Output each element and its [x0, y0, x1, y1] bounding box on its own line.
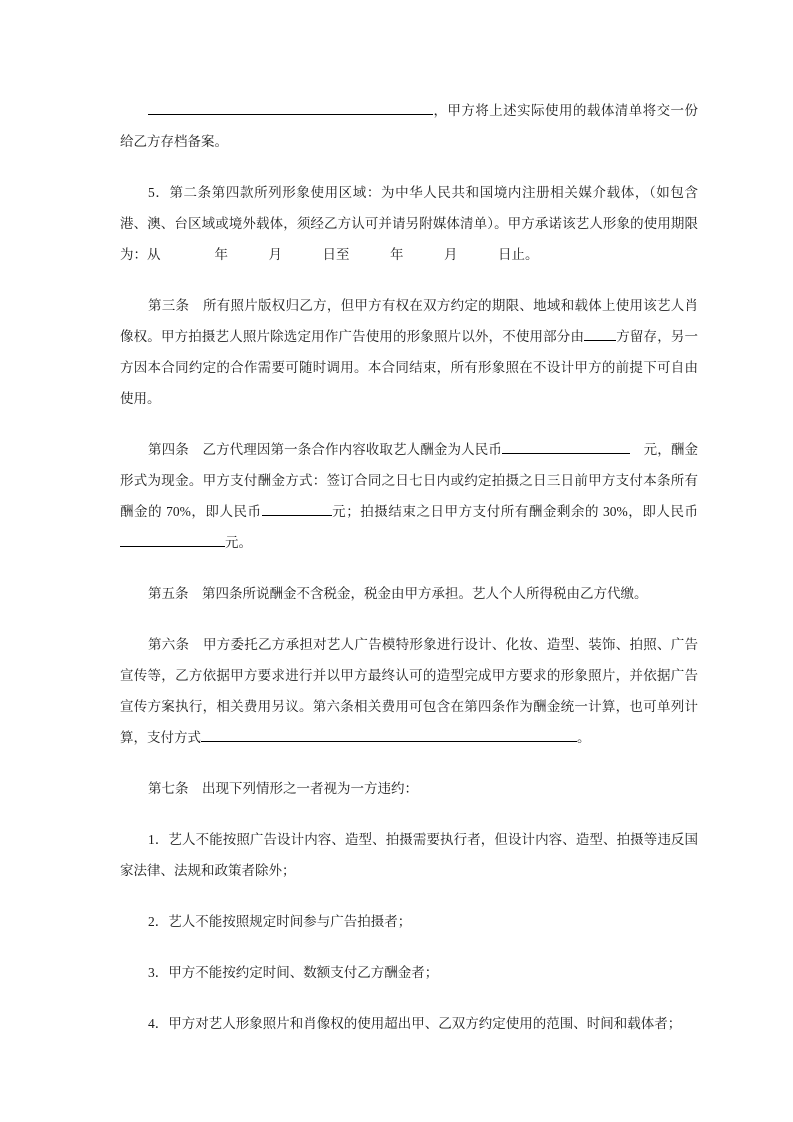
violation-item-2-text: 2．艺人不能按照规定时间参与广告拍摄者；	[148, 914, 412, 929]
clause-5-paragraph	[120, 578, 698, 609]
clause-4-paragraph	[120, 434, 698, 558]
violation-item-4	[120, 1008, 698, 1039]
fill-in-blank-70-percent-fee	[262, 502, 332, 516]
clause-6-text-after-blank: 。	[577, 730, 591, 745]
contract-body	[120, 95, 698, 1039]
fill-in-blank-30-percent-fee	[120, 533, 225, 547]
clause-4-text-2: 元，酬金形式为现金。甲方支付酬金方式：签订合同之日七日内或约定拍摄之日三日前甲方支付本条所有酬金的 70%，即人民币	[120, 442, 699, 519]
fill-in-blank-total-fee	[502, 440, 630, 454]
clause-7-paragraph	[120, 773, 698, 804]
clause-3-text-before-blank: 第三条 所有照片版权归乙方，但甲方有权在双方约定的期限、地域和载体上使用该艺人肖像权。甲方拍摄艺人照片除选定用作广告使用的形象照片以外，不使用部分由	[120, 298, 698, 344]
clause-3-text-after-blank: 方留存，另一方因本合同约定的合作需要可随时调用。本合同结束，所有形象照在不设计甲方的前提下可自由使用。	[120, 329, 699, 406]
violation-item-1	[120, 824, 698, 886]
fill-in-blank-party-keeper	[584, 327, 616, 341]
violation-item-2	[120, 906, 698, 937]
fill-in-blank-payment-method	[201, 728, 577, 742]
violation-item-3	[120, 957, 698, 988]
clause-7-text: 第七条 出现下列情形之一者视为一方违约：	[148, 781, 418, 796]
clause-continuation-paragraph	[120, 95, 698, 157]
fill-in-blank-media-list	[148, 101, 433, 115]
violation-item-4-text: 4．甲方对艺人形象照片和肖像权的使用超出甲、乙双方约定使用的范围、时间和载体者；	[148, 1016, 682, 1031]
clause-2-item-5-text: 5．第二条第四款所列形象使用区域：为中华人民共和国境内注册相关媒介载体，（如包含港、澳、台区域或境外载体，须经乙方认可并请另附媒体清单）。甲方承诺该艺人形象的使用期限为：从 年 月 日至 年 月 日止。	[120, 185, 698, 262]
clause-6-paragraph	[120, 629, 698, 753]
clause-3-paragraph	[120, 290, 698, 414]
clause-continuation-text: ，甲方将上述实际使用的载体清单将交一份给乙方存档备案。	[120, 103, 698, 149]
clause-2-item-5-paragraph	[120, 177, 698, 270]
clause-5-text: 第五条 第四条所说酬金不含税金，税金由甲方承担。艺人个人所得税由乙方代缴。	[148, 586, 648, 601]
clause-4-text-1: 第四条 乙方代理因第一条合作内容收取艺人酬金为人民币	[148, 442, 502, 457]
clause-4-text-4: 元。	[225, 535, 252, 550]
clause-4-text-3: 元；拍摄结束之日甲方支付所有酬金剩余的 30%，即人民币	[331, 504, 698, 519]
violation-item-3-text: 3．甲方不能按约定时间、数额支付乙方酬金者；	[148, 965, 439, 980]
clause-6-text-before-blank: 第六条 甲方委托乙方承担对艺人广告模特形象进行设计、化妆、造型、装饰、拍照、广告宣传等，乙方依据甲方要求进行并以甲方最终认可的造型完成甲方要求的形象照片，并依据广告宣传方案执行，相关费用另议。第六条相关费用可包含在第四条作为酬金统一计算，也可单列计算，支付方式	[120, 637, 698, 745]
violation-item-1-text: 1．艺人不能按照广告设计内容、造型、拍摄需要执行者，但设计内容、造型、拍摄等违反国家法律、法规和政策者除外；	[120, 832, 698, 878]
